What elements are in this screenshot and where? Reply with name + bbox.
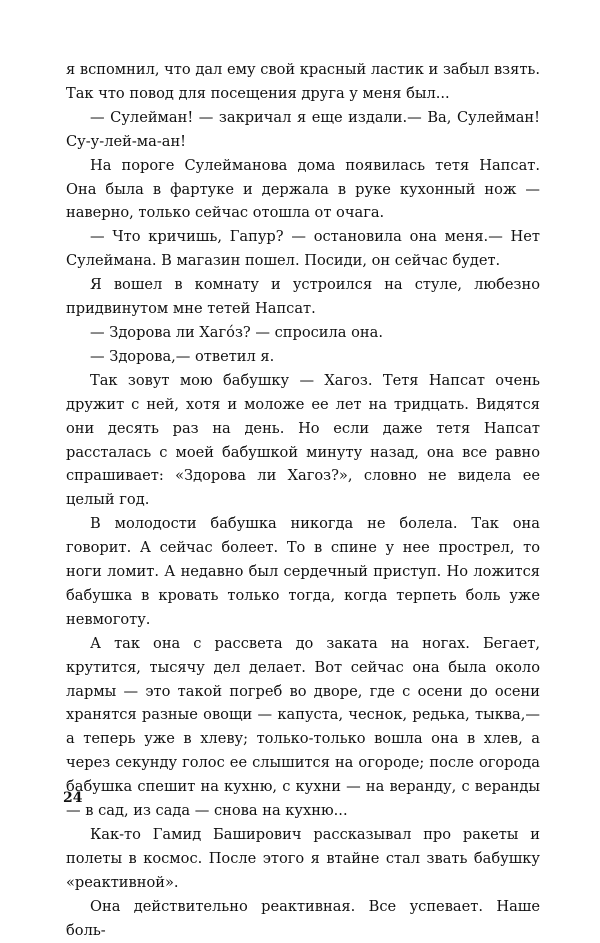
paragraph-10: А так она с рассвета до заката на ногах. Бегает, крутится, тысячу дел делает. Вот сейчас она была около лармы — это такой погреб во дворе, где с осени до осени хранятся разные овощи — капуста, чеснок, редька, тыква,— а теперь уже в хлеву; только-только вошла она в хлев, а через секунду голос ее слышится на огороде; после огорода бабушка спешит на кухню, с кухни — на веранду, с веранды — в сад, из сада — снова на кухню... xyxy=(66,634,540,820)
paragraph-1: я вспомнил, что дал ему свой красный ластик и забыл взять. Так что повод для посещения друга у меня был... xyxy=(66,61,540,102)
paragraph-6: — Здорова ли Хагóз? — спросила она. xyxy=(90,323,383,341)
paragraph-11: Как-то Гамид Баширович рассказывал про ракеты и полеты в космос. После этого я втайне стал звать бабушку «реактивной». xyxy=(66,826,540,891)
paragraph-9: В молодости бабушка никогда не болела. Так она говорит. А сейчас болеет. То в спине у нее прострел, то ноги ломит. А недавно был сердечный приступ. Но ложится бабушка в кровать только тогда, когда терпеть боль уже невмоготу. xyxy=(66,515,540,628)
paragraph-4: — Что кричишь, Гапур? — остановила она меня.— Нет Сулеймана. В магазин пошел. Посиди, он сейчас будет. xyxy=(66,228,540,270)
body-text xyxy=(66,58,540,943)
page-number: 24 xyxy=(63,790,83,806)
paragraph-7: — Здорова,— ответил я. xyxy=(90,347,275,365)
paragraph-5: Я вошел в комнату и устроился на стуле, любезно придвинутом мне тетей Напсат. xyxy=(66,276,540,318)
paragraph-3: На пороге Сулейманова дома появилась тетя Напсат. Она была в фартуке и держала в руке кухонный нож — наверно, только сейчас отошла от очага. xyxy=(66,156,540,222)
paragraph-12: Она действительно реактивная. Все успевает. Наше боль- xyxy=(66,897,540,939)
paragraph-8: Так зовут мою бабушку — Хагоз. Тетя Напсат очень дружит с ней, хотя и моложе ее лет на тридцать. Видятся они десять раз на день. Но если даже тетя Напсат рассталась с моей бабушкой минуту назад, она все равно спрашивает: «Здорова ли Хагоз?», словно не видела ее целый год. xyxy=(66,371,540,509)
paragraph-2: — Сулейман! — закричал я еще издали.— Ва, Сулейман! Су-у-лей-ма-ан! xyxy=(66,108,540,150)
